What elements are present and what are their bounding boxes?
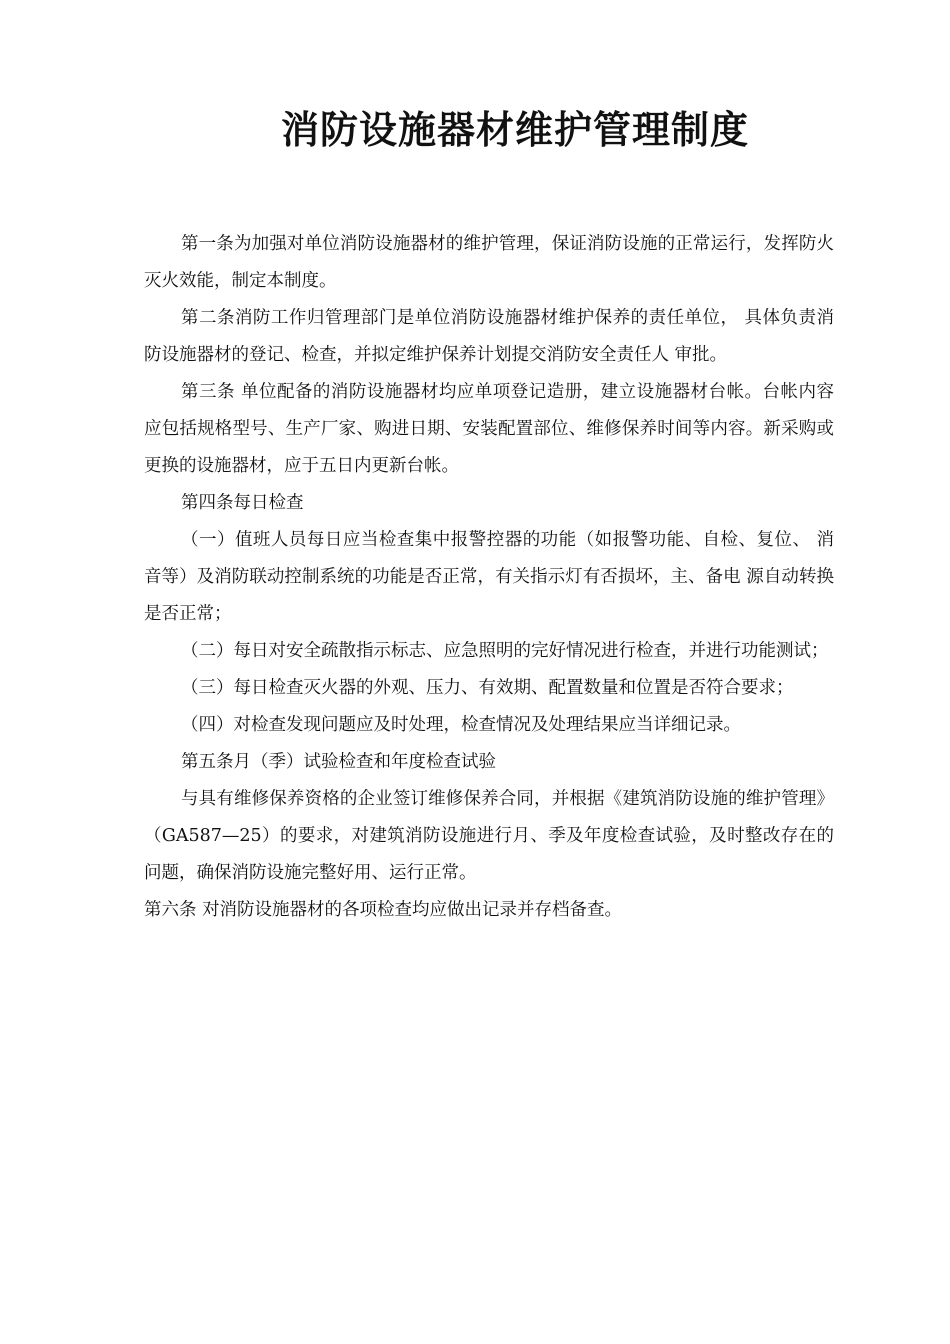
article-4-item-2: （二）每日对安全疏散指示标志、应急照明的完好情况进行检查，并进行功能测试； [181,641,829,661]
article-5-heading: 第五条月（季）试验检查和年度检查试验 [181,752,496,772]
article-5-paragraph: 与具有维修保养资格的企业签订维修保养合同，并根据《建筑消防设施的维护管理》（GA587—25）的要求，对建筑消防设施进行月、季及年度检查试验，及时整改存在的问题，确保消防设施完整好用、运行正常。 [144,789,834,883]
document-body [144,226,834,929]
article-1-paragraph: 第一条为加强对单位消防设施器材的维护管理，保证消防设施的正常运行，发挥防火灭火效能，制定本制度。 [144,234,834,291]
article-6-paragraph: 第六条 对消防设施器材的各项检查均应做出记录并存档备查。 [144,900,623,920]
article-4-heading: 第四条每日检查 [181,493,304,513]
article-4-item-4: （四）对检查发现问题应及时处理，检查情况及处理结果应当详细记录。 [181,715,741,735]
article-3-paragraph: 第三条 单位配备的消防设施器材均应单项登记造册，建立设施器材台帐。台帐内容应包括规格型号、生产厂家、购进日期、安装配置部位、维修保养时间等内容。新采购或更换的设施器材，应于五日内更新台帐。 [144,382,834,476]
document-title: 消防设施器材维护管理制度 [280,108,749,152]
article-4-item-3: （三）每日检查灭火器的外观、压力、有效期、配置数量和位置是否符合要求； [181,678,794,698]
article-2-paragraph: 第二条消防工作归管理部门是单位消防设施器材维护保养的责任单位， 具体负责消防设施器材的登记、检查，并拟定维护保养计划提交消防安全责任人 审批。 [144,308,834,365]
article-4-item-1: （一）值班人员每日应当检查集中报警控器的功能（如报警功能、自检、复位、 消音等）及消防联动控制系统的功能是否正常，有关指示灯有否损坏，主、备电 源自动转换是否正常； [144,530,834,624]
